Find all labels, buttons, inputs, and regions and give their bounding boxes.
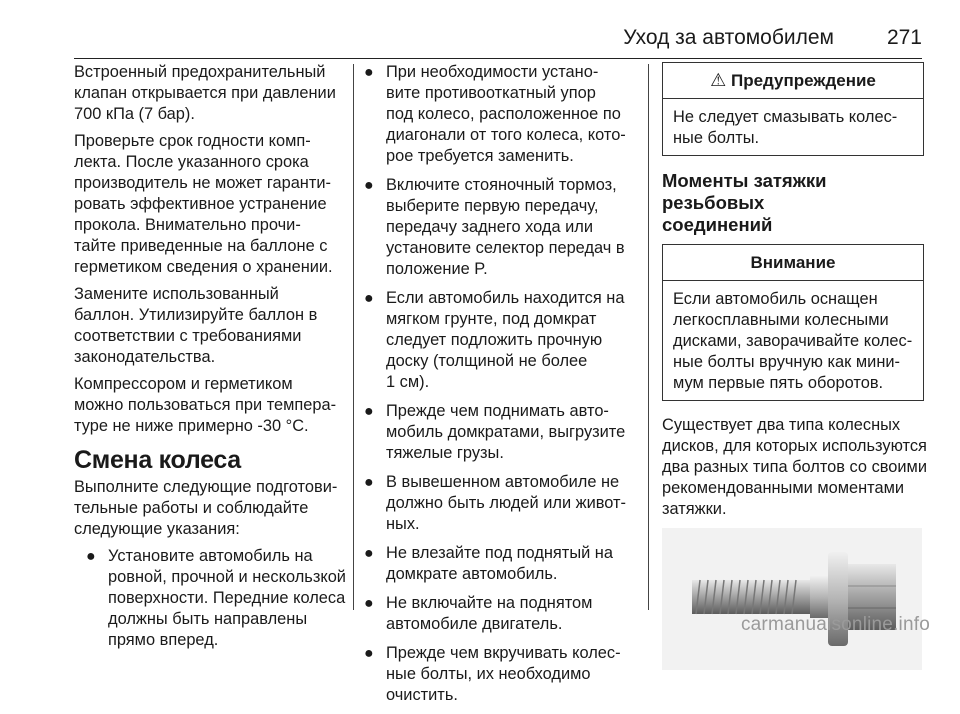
subsection-title: Моменты затяжки резьбовых соединений: [662, 170, 827, 235]
warning-body: Не следует смазывать колес- ные болты.: [673, 108, 898, 147]
paragraph-replace: Замените использованный баллон. Утилизируйте баллон в соответствии с требованиями законодательства.: [74, 285, 318, 366]
list-item: ● Прежде чем вкручивать колес- ные болты, их необходимо очистить.: [364, 644, 621, 704]
column-2: [362, 62, 638, 714]
list-item: ● При необходимости устано- вите противооткатный упор под колесо, расположенное по диагонали от того колеса, кото- рое требуется заменить.: [364, 63, 626, 165]
bullet-icon: ●: [364, 403, 374, 420]
attention-box: [662, 244, 924, 401]
list-item: ● Установите автомобиль на ровной, прочной и нескользкой поверхности. Передние колеса должны быть направлены прямо вперед.: [86, 547, 346, 649]
list-item: ● Если автомобиль находится на мягком грунте, под домкрат следует подложить прочную доску (толщиной не более 1 см).: [364, 289, 625, 391]
column-3: [662, 62, 927, 670]
header-title: Уход за автомобилем: [623, 26, 834, 49]
column-1: [74, 62, 346, 659]
paragraph-valve: Встроенный предохранительный клапан открывается при давлении 700 кПа (7 бар).: [74, 63, 336, 123]
warning-title: Предупреждение: [731, 71, 876, 90]
list-item: ● Включите стояночный тормоз, выберите первую передачу, передачу заднего хода или установите селектор передач в положение P.: [364, 176, 625, 278]
wheel-bolt-icon: [662, 528, 922, 670]
bullet-icon: ●: [364, 595, 374, 612]
attention-body: Если автомобиль оснащен легкосплавными колесными дисками, заворачивайте колес- ные болты вручную как мини- мум первые пять оборотов.: [673, 290, 913, 392]
watermark: carmanualsonline.info: [740, 614, 930, 635]
bullet-icon: ●: [364, 290, 374, 307]
list-item: ● Прежде чем поднимать авто- мобиль домкратами, выгрузите тяжелые грузы.: [364, 402, 626, 462]
attention-header: Внимание: [663, 245, 923, 281]
page-header: [74, 22, 922, 59]
bullet-icon: ●: [364, 645, 374, 662]
list-item: ● Не включайте на поднятом автомобиле двигатель.: [364, 594, 593, 633]
paragraph-bolt-types: Существует два типа колесных дисков, для которых используются два разных типа болтов со своими рекомендованными моментами затяжки.: [662, 416, 927, 518]
column-divider: [648, 64, 649, 610]
warning-triangle-icon: ⚠: [710, 70, 727, 90]
bullet-icon: ●: [364, 177, 374, 194]
column-divider: [353, 64, 354, 610]
bullet-icon: ●: [364, 474, 374, 491]
bullet-icon: ●: [364, 64, 374, 81]
bullet-icon: ●: [86, 548, 96, 565]
page-number: 271: [886, 26, 922, 49]
paragraph-temperature: Компрессором и герметиком можно пользоваться при темпера- туре не ниже примерно -30 °C.: [74, 375, 337, 435]
warning-header: [663, 63, 923, 99]
paragraph-expiry: Проверьте срок годности комп- лекта. После указанного срока производитель не может гаранти- ровать эффективное устранение прокола. Внимательно прочи- тайте приведенные на баллоне с герметиком сведения о хранении.: [74, 132, 333, 276]
bullet-icon: ●: [364, 545, 374, 562]
list-item: ● В вывешенном автомобиле не должно быть людей или живот- ных.: [364, 473, 627, 533]
section-title: Смена колеса: [74, 446, 241, 474]
paragraph-intro: Выполните следующие подготови- тельные работы и соблюдайте следующие указания:: [74, 478, 338, 538]
wheel-bolt-image: [662, 528, 922, 670]
warning-box: [662, 62, 924, 156]
list-item: ● Не влезайте под поднятый на домкрате автомобиль.: [364, 544, 613, 583]
